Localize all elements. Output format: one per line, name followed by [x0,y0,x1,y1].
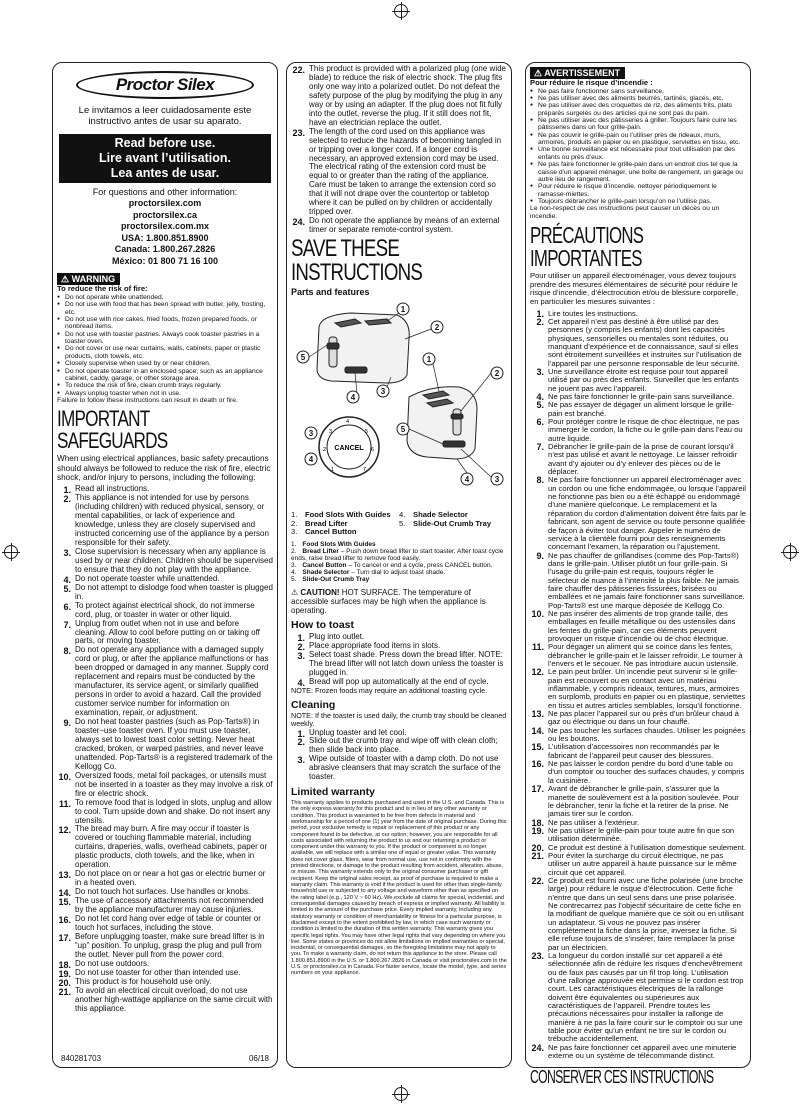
item-number: 13. [531,709,544,720]
list-item [57,718,273,772]
cancel-label: CANCEL [334,445,364,453]
item-text: The bread may burn. A fire may occur if toaster is covered or touching flammable material, including curtains, draperies, walls, overhead cabinets, paper or plastic products, cloth towels, and the like, when in operation. [75,824,268,870]
safeguards-intro: When using electrical appliances, basic safety precautions should always be followed to reduce the risk of fire, electric shock, and/or injury to persons, including the following: [57,454,271,482]
part-item: 5. Slide-Out Crumb Tray [399,518,492,528]
item-text: Do not operate any appliance with a damaged supply cord or plug, or after the appliance malfunctions or has been dropped or damaged in any manner. Supply cord replacement and repairs must be conducted by the manufacturer, its service agent, or similarly qualified persons in order to avoid a hazard. Call the provided customer service number for information on examination, repair, or adjustment. [75,645,269,718]
item-text: To protect against electrical shock, do not immerse cord, plug, or toaster in water or other liquid. [75,600,255,619]
item-number: 1. [297,728,305,739]
list-item [530,643,746,668]
item-text: Do not operate toaster while unattended. [75,573,220,583]
svg-text:3: 3 [380,387,386,397]
list-item [291,65,507,128]
item-number: 12. [58,825,71,836]
fr-precautions-list [530,310,746,1061]
list-item: ● Always unplug toaster when not in use. [57,390,273,397]
list-item [57,897,273,915]
item-text: Before unplugging toaster, make sure bread lifter is in “up” position. To unplug, grasp the plug and pull from the outlet. Never pull from the power cord. [75,931,265,959]
safeguards-list [57,485,273,1013]
item-number: 23. [292,127,305,138]
item-number: 3. [297,755,305,766]
svg-text:3: 3 [308,429,314,439]
list-item: ● Ne pas utiliser avec des pâtisseries à griller. Toujours faire cuire les pâtisseries dans un four grille-pain. [530,117,746,132]
item-number: 9. [63,718,71,729]
item-number: 2. [63,494,71,505]
frozen-food-note: NOTE: Frozen foods may require an additional toasting cycle. [291,685,488,695]
warning-footer: Failure to follow these instructions can result in death or fire. [57,397,238,404]
document-code: 840281703 [61,1054,102,1064]
column-english-usage [286,62,512,1068]
item-number: 19. [531,825,544,836]
fr-precautions-intro: Pour utiliser un appareil électroménager, vous devez toujours prendre des mesures élémentaires de sécurité pour réduire le risque d’incendie, d’électrocution et/ou de blessure corporelle, en particulier les mesures suivantes : [530,271,739,306]
item-number: 11. [531,642,544,653]
item-text: Ce produit est fourni avec une fiche polarisée (une broche large) pour réduire le risque d’électrocution. Cette fiche n’entre que dans un seul sens dans une prise polarisée. Ne contrecarrez pas l’objectif sécuritaire de cette fiche en la modifiant de quelque manière que ce soit ou en utilisant un adaptateur. Si vous ne pouvez pas insérer complètement la fiche dans la prise, inversez la fiche. Si elle refuse toujours de s’insérer, faire remplacer la prise par un électricien. [548,875,744,952]
list-item: ● Ne pas couvrir le grille-pain ou l’utiliser près de rideaux, murs, armoires, produits en papier ou en plastique, serviettes en tissu, etc. [530,132,746,147]
item-number: 7. [536,442,544,453]
item-text: Read all instructions. [75,484,150,494]
item-text: Do not let cord hang over edge of table or counter or touch hot surfaces, including the stove. [75,914,261,932]
item-text: Oversized foods, metal foil packages, or utensils must not be inserted in a toaster as they may involve a risk of fire or electric shock. [75,770,273,798]
item-number: 5. [63,583,71,594]
save-instructions-title: SAVE THESE INSTRUCTIONS [291,235,423,287]
item-text: Lire toutes les instructions. [548,308,638,318]
list-item [530,1044,746,1061]
item-text: This appliance is not intended for use by persons (including children) with reduced physical, sensory, or mental capabilities, or lack of experience and knowledge, unless they are closely supervised and instructed concerning use of the appliance by a person responsible for their safety. [75,493,269,547]
svg-text:6: 6 [371,447,375,454]
item-text: Cet appareil n’est pas destiné à être utilisé par des personnes (y compris les enfants) dont les capacités physiques, sensorielles ou mentales sont réduites, ou manquant d’expérience et de connaissance, sauf si elles sont étroitement surveillées et instruites sur l’utilisation de l’appareil par une personne responsable de leur sécurité. [548,316,742,368]
list-item [530,785,746,818]
svg-text:7: 7 [363,467,367,474]
list-item [57,548,273,575]
item-number: 1. [297,632,305,643]
item-number: 14. [58,888,71,899]
item-number: 21. [58,986,71,997]
list-item [57,584,273,602]
list-item [530,952,746,1044]
item-number: 6. [63,601,71,612]
svg-text:4: 4 [464,475,470,485]
item-text: Do not attempt to dislodge food when toaster is plugged in. [75,582,273,601]
item-text: Ne pas utiliser à l’extérieur. [548,817,640,827]
list-item: ● Do not use with toaster pastries. Always cook toaster pastries in a toaster oven. [57,331,273,346]
item-text: Ce produit est destiné à l’utilisation domestique seulement. [548,842,746,852]
item-number: 1. [536,308,544,319]
list-item [530,401,746,418]
fr-warning-badge: ⚠ AVERTISSEMENT [530,67,625,79]
svg-text:2: 2 [494,369,500,379]
fr-warning-footer: Le non-respect de ces instructions peut causer un décès ou un incendie. [530,205,720,220]
svg-text:3: 3 [329,429,333,436]
svg-text:4: 4 [308,455,314,465]
item-text: Unplug from outlet when not in use and before cleaning. Allow to cool before putting on or taking off parts, or moving toaster. [75,618,260,646]
item-number: 18. [58,959,71,970]
list-item [530,760,746,785]
item-text: Ne pas toucher les surfaces chaudes. Utiliser les poignées ou les boutons. [548,725,746,744]
item-text: Plug into outlet. [309,631,365,641]
item-number: 7. [63,619,71,630]
item-number: 6. [536,417,544,428]
item-text: Pour protéger contre le risque de choc électrique, ne pas immerger le cordon, la fiche ou le grille-pain dans l’eau ou autre liquide. [548,417,743,443]
list-item [57,620,273,647]
item-number: 20. [531,842,544,853]
brand-logo: Proctor Silex [76,71,254,99]
list-item: ● Do not cover or use near curtains, walls, cabinets, paper or plastic products, cloth towels, etc. [57,345,273,360]
warning-badge: ⚠ WARNING [57,273,120,285]
part-note: 4. Shade Selector – Turn dial to adjust toast shade. [291,569,446,577]
item-text: Do not use toaster for other than intended use. [75,967,241,977]
list-item: ● Do not use with food that has been spread with butter, jelly, frosting, etc. [57,301,273,316]
part-item: 4. Shade Selector [399,510,468,520]
list-item [57,494,273,548]
parts-list [291,511,507,537]
safeguards-title: IMPORTANT SAFEGUARDS [57,406,168,454]
item-text: Do not operate the appliance by means of an external timer or separate remote-control system. [309,216,500,235]
item-text: Ne pas faire fonctionner cet appareil avec une minuterie externe ou un système de télécommande distinct. [548,1042,737,1061]
fr-warning-heading: Pour réduire le risque d’incendie : [530,78,653,88]
list-item: ● To reduce the risk of fire, clean crumb trays regularly. [57,382,273,389]
item-number: 22. [531,875,544,886]
item-number: 2. [297,737,305,748]
item-number: 3. [63,547,71,558]
registration-mark-right [783,545,797,559]
item-number: 5. [536,400,544,411]
item-text: Débrancher le grille-pain de la prise de courant lorsqu’il n’est pas utilisé et avant le nettoyage. Le laisser refroidir avant d’y ajouter ou d’y enlever des pièces ou de le déplacer. [548,442,738,477]
list-item: ● Une bonne surveillance est nécessaire pour tout utilisation par des enfants ou près d’eux. [530,146,746,161]
svg-text:1: 1 [331,467,335,474]
list-item [57,987,273,1014]
list-item: ● Do not use with rice cakes, fried foods, frozen prepared foods, or nonbread items. [57,316,273,331]
item-text: Unplug toaster and let cool. [309,727,407,737]
registration-mark-bottom [394,1087,408,1101]
item-text: The use of accessory attachments not recommended by the appliance manufacturer may cause injuries. [75,896,264,915]
svg-text:5: 5 [400,425,406,435]
item-number: 3. [536,366,544,377]
item-text: Ne pas utiliser le grille-pain pour toute autre fin que son utilisation déterminée. [548,825,735,844]
item-number: 13. [58,870,71,881]
warranty-text: This warranty applies to products purchased and used in the U.S. and Canada. This is the only express warranty for this product and is in lieu of any other warranty or condition. This product is warranted to be free from defects in material and workmanship for a period of one (1) year from the date of original purchase. During this period, your exclusive remedy is repair or replacement of this product or any component found to be defective, at our option; however, you are responsible for all costs associated with returning the product to us and our returning a product or component under this warranty to you. If the product or component is no longer available, we will replace with a similar one of equal or greater value. This warranty does not cover glass, filters, wear from normal use, use not in conformity with the printed directions, or damage to the product resulting from accident, alteration, abuse, or misuse. This warranty extends only to the original consumer purchaser or gift recipient. Keep the original sales receipt, as proof of purchase is required to make a warranty claim. This warranty is void if the product is used for other than single-family household use or subjected to any voltage and waveform other than as specified on the rating label (e.g., 120 V ~ 60 Hz). We exclude all claims for special, incidental, and consequential damages caused by breach of express or implied warranty. All liability is limited to the amount of the purchase price. Every implied warranty, including any statutory warranty or condition of merchantability or fitness for a particular purpose, is disclaimed except to the extent prohibited by law, in which case such warranty or condition is limited to the duration of this written warranty. This warranty gives you specific legal rights. You may have other legal rights that vary depending on where you live. Some states or provinces do not allow limitations on implied warranties or special, incidental, or consequential damages, so the foregoing limitations may not apply to you. To make a warranty claim, do not return this appliance to the store. Please call 1.800.851.8900 in the U.S. or 1.800.267.2826 in Canada or visit proctorsilex.com in the U.S. or proctorsilex.ca in Canada. For faster service, locate the model, type, and series numbers on your appliance. [291,799,507,977]
item-number: 24. [292,217,305,228]
list-item: ● Closely supervise when used by or near children. [57,360,273,367]
item-number: 17. [531,784,544,795]
item-text: Select toast shade. Press down the bread lifter. NOTE: The bread lifter will not latch down unless the toaster is plugged in. [309,649,504,677]
warning-list [57,294,273,397]
item-number: 14. [531,725,544,736]
svg-text:2: 2 [323,447,327,454]
item-number: 2. [536,316,544,327]
fr-conserve-title: CONSERVER CES INSTRUCTIONS [530,1066,714,1087]
list-item [530,443,746,476]
list-item [530,476,746,551]
item-text: Pour éviter la surcharge du circuit électrique, ne pas utiliser un autre appareil à haute puissance sur le même circuit que cet appareil. [548,850,737,877]
item-number: 15. [531,742,544,753]
part-note: 2. Bread Lifter – Push down bread lifter to start toaster. After toast cycle ends, raise bread lifter to remove food easily. [291,547,504,562]
part-item: 2. Bread Lifter [291,518,348,528]
safeguards-continued [291,65,507,235]
cleaning-title: Cleaning [291,698,336,711]
item-number: 10. [58,771,71,782]
item-number: 22. [292,65,305,75]
list-item [57,772,273,799]
list-item [530,743,746,760]
item-text: Ne pas essayer de dégager un aliment lorsque le grille-pain est branché. [548,400,735,418]
item-text: Slide out the crumb tray and wipe off with clean cloth; then slide back into place. [309,736,498,755]
list-item [57,646,273,718]
item-text: Pour dégager un aliment qui se coince dans les fentes, débrancher le grille-pain et le laisser refroidir. Le tourner à l’envers et le secouer. Ne pas introduire aucun ustensile. [548,642,743,669]
parts-diagram [291,299,507,509]
contact-info: For questions and other information: proctorsilex.com proctorsilex.ca proctorsilex.com.mx USA: 1.800.851.8900 Canada: 1.800.267.2826 México: 01 800 71 16 100 [92,186,238,266]
item-text: The length of the cord used on this appliance was selected to reduce the hazards of becoming tangled in or tripping over a longer cord. If a longer cord is necessary, an approved extension cord may be used. The electrical rating of the extension cord must be equal to or greater than the rating of the appliance. Care must be taken to arrange the extension cord so that it will not drape over the countertop or tabletop where it can be pulled on by children or accidentally tripped over. [309,126,502,217]
list-item [530,418,746,443]
list-item [57,915,273,933]
item-number: 2. [297,641,305,652]
list-item: ● Ne pas utiliser avec des croquettes de riz, des aliments frits, plats préparés surgelés ou des articles qui ne sont pas du pain. [530,102,746,117]
list-item: ● Do not operate while unattended. [57,294,273,301]
list-item: ● Ne pas faire fonctionner le grille-pain dans un endroit clos tel que la caisse d’un appareil ménager, une boîte de rangement, un garage ou autre lieu de rangement. [530,161,746,183]
item-number: 15. [58,897,71,908]
item-number: 9. [536,550,544,561]
list-item [530,318,746,368]
list-item [291,217,507,235]
item-text: Ne pas laisser le cordon pendre du bord d’une table ou d’un comptoir ou toucher des surfaces chaudes, y compris la cuisinière. [548,759,745,785]
item-number: 3. [297,650,305,661]
spanish-intro: Le invitamos a leer cuidadosamente este instructivo antes de usar su aparato. [78,105,252,128]
parts-title: Parts and features [291,287,370,298]
registration-mark-left [4,545,18,559]
item-number: 20. [58,977,71,988]
part-note: 3. Cancel Button – To cancel or end a cycle, press CANCEL button. [291,562,493,570]
item-text: La longueur du cordon installé sur cet appareil a été sélectionnée afin de réduire les risques d’enchevêtrement ou de faux pas causés par un fil trop long. L’utilisation d’une rallonge approuvée est permise si le cordon est trop court. Les caractéristiques électriques de la rallonge doivent être équivalentes ou supérieures aux caractéristiques de l’appareil. Prendre toutes les précautions nécessaires pour installer la rallonge de manière à ne pas la faire courir sur le comptoir ou sur une table pour éviter qu’un enfant ne tire sur le cordon ou trébuche accidentellement. [548,951,744,1044]
list-item: ● Ne pas utiliser avec des aliments beurrés, tartinés, glacés, etc. [530,95,746,102]
svg-text:5: 5 [365,429,369,436]
item-number: 16. [531,759,544,770]
list-item [530,852,746,877]
item-text: Ne pas chauffer de grillandises (comme des Pop-Tarts®) dans le grille-pain. Utiliser plutôt un four grille-pain. Si l’usage du grille-pain est requis, toujours régler le sélecteur de nuance à l’intensité la plus faible. Ne jamais faire chauffer des pâtisseries fissurées, brisées ou emballées et ne jamais faire fonctionner sans surveillance. Pop-Tarts® est une marque déposée de Kellogg Co. [548,550,745,610]
svg-text:2: 2 [434,323,440,333]
item-text: L’utilisation d’accessoires non recommandés par le fabricant de l’appareil peut causer des blessures. [548,742,720,760]
item-text: Do not heat toaster pastries (such as Pop-Tarts®) in toaster–use toaster oven. If you must use toaster, always set to lowest toast color setting. Never heat cracked, broken, or warped pastries, and never leave unattended. Pop-Tarts® is a registered trademark of the Kellogg Co. [75,717,273,771]
item-text: Do not place on or near a hot gas or electric burner or in a heated oven. [75,869,266,888]
column-english-safeguards [52,62,278,1068]
item-number: 4. [63,574,71,585]
svg-text:1: 1 [426,355,432,365]
hot-surface-icon: ⚠ [291,587,299,597]
item-text: Ne pas insérer des aliments de trop grande taille, des emballages en feuille métallique ou des ustensiles dans les fentes du grille-pain, car ces éléments peuvent provoquer un risque d’incendie ou de choc électrique. [548,608,736,643]
caution-notice: ⚠ CAUTION! HOT SURFACE. The temperature of accessible surfaces may be high when the appliance is operating. [291,587,486,615]
item-number: 4. [297,677,305,688]
list-item [530,552,746,610]
list-item [57,825,273,870]
item-text: Avant de débrancher le grille-pain, s’assurer que la manette de soulèvement est à la position soulevée. Pour le débrancher, tenir la fiche et la retirer de la prise. Ne jamais tirer sur le cordon. [548,784,739,819]
how-to-toast-list [291,633,507,687]
item-number: 24. [531,1042,544,1053]
item-text: Place appropriate food items in slots. [309,640,441,650]
item-text: Do not use outdoors. [75,958,150,968]
shade-dial [319,417,379,477]
item-number: 21. [531,850,544,861]
list-item [291,678,507,687]
item-number: 18. [531,817,544,828]
item-text: Wipe outside of toaster with a damp cloth. Do not use abrasive cleansers that may scratch the surface of the toaster. [309,754,501,782]
list-item [291,755,507,782]
fr-precautions-title: PRÉCAUTIONS IMPORTANTES [530,222,644,272]
page-footer [61,1055,269,1064]
svg-text:5: 5 [300,353,306,363]
part-item: 1. Food Slots With Guides [291,510,391,520]
item-number: 1. [63,485,71,496]
item-text: Bread will pop up automatically at the end of cycle. [309,676,489,686]
list-item [530,710,746,727]
item-number: 12. [531,667,544,678]
item-text: To remove food that is lodged in slots, unplug and allow to cool. Turn upside down and shake. Do not insert any utensils. [75,797,272,825]
cleaning-list [291,729,507,783]
list-item [57,933,273,960]
item-number: 11. [58,798,71,809]
list-item [291,128,507,218]
item-number: 16. [58,915,71,926]
list-item [530,368,746,393]
svg-text:1: 1 [400,305,406,315]
list-item [530,610,746,643]
item-text: To avoid an electrical circuit overload, do not use another high-wattage appliance on the same circuit with this appliance. [75,985,273,1013]
list-item [57,799,273,826]
list-item [530,877,746,952]
column-french [525,62,751,1087]
warning-box [57,273,273,404]
list-item: ● Do not operate toaster in an enclosed space, such as an appliance cabinet, caddy, garage, or other storage area. [57,368,273,383]
list-item [530,727,746,744]
list-item: ● Pour réduire le risque d’incendie, nettoyer périodiquement le ramasse-miettes. [530,183,746,198]
part-item: 3. Cancel Button [291,527,357,537]
list-item [530,827,746,844]
item-text: Le pain peut brûler. Un incendie peut survenir si le grille-pain est recouvert ou en contact avec un matériau inflammable, y compris rideaux, tentures, murs, armoires en surplomb, produits en papier ou en plastique, serviettes en tissu et autres articles semblables, lorsqu’il fonctionne. [548,667,746,710]
item-number: 8. [536,475,544,486]
list-item [291,651,507,678]
warning-heading: To reduce the risk of fire: [57,284,148,294]
item-number: 19. [58,968,71,979]
item-text: Une surveillance étroite est requise pour tout appareil utilisé par ou près des enfants. Surveiller que les enfants ne jouent pas avec l’appareil. [548,366,739,393]
part-note: 1. Food Slots With Guides [291,540,376,548]
toaster-illustration [291,299,507,509]
fr-warning-list [530,88,746,206]
list-item [57,870,273,888]
list-item: ● Toujours débrancher le grille-pain lorsqu’on ne l’utilise pas. [530,198,746,205]
read-before-use-banner: Read before use. Lire avant l’utilisation. Lea antes de usar. [59,134,271,183]
document-date: 06/18 [248,1054,269,1064]
cleaning-note: NOTE: If the toaster is used daily, the crumb tray should be cleaned weekly. [291,711,507,729]
how-to-toast-title: How to toast [291,619,354,632]
item-text: This product is provided with a polarized plug (one wide blade) to reduce the risk of electric shock. The plug fits only one way into a polarized outlet. Do not defeat the safety purpose of the plug by modifying the plug in any way or by using an adapter. If the plug does not fit fully into the outlet, reverse the plug. If it still does not fit, have an electrician replace the outlet. [309,64,506,127]
item-text: Ne pas faire fonctionner le grille-pain sans surveillance. [548,392,735,402]
warranty-title: Limited warranty [291,786,376,799]
list-item [57,602,273,620]
item-number: 17. [58,932,71,943]
item-text: Ne pas faire fonctionner un appareil électroménager avec un cordon ou une fiche endommagée, ou lorsque l’appareil ne fonctionne pas bien ou a été échappé ou endommagé d’une manière quelconque. Le remplacement et la réparation du cordon d’alimentation doivent être faits par le fabricant, son agent de service ou toute personne qualifiée de façon à éviter tout danger. Appeler le numéro de service à la clientèle fourni pour des renseignements concernant l’examen, la réparation ou l’ajustement. [548,475,746,552]
item-number: 10. [531,608,544,619]
svg-text:4: 4 [346,419,350,426]
svg-text:3: 3 [494,475,500,485]
item-text: Close supervision is necessary when any appliance is used by or near children. Children should be supervised to ensure that they do not play with the appliance. [75,546,273,574]
list-item [291,737,507,755]
item-number: 8. [63,646,71,657]
list-item [530,668,746,710]
item-text: Do not touch hot surfaces. Use handles or knobs. [75,887,251,897]
item-number: 23. [531,951,544,962]
svg-text:4: 4 [350,393,356,403]
fr-warning-box [530,67,746,220]
item-number: 4. [536,392,544,403]
item-text: This product is for household use only. [75,976,212,986]
part-note: 5. Slide-Out Crumb Tray [291,576,370,584]
list-item: ● Ne pas faire fonctionner sans surveillance. [530,88,746,95]
item-text: Ne pas placer l’appareil sur ou près d’un brûleur chaud à gaz ou électrique ou dans un four chauffé. [548,709,739,727]
registration-mark-top [394,4,408,18]
parts-notes [291,541,507,584]
